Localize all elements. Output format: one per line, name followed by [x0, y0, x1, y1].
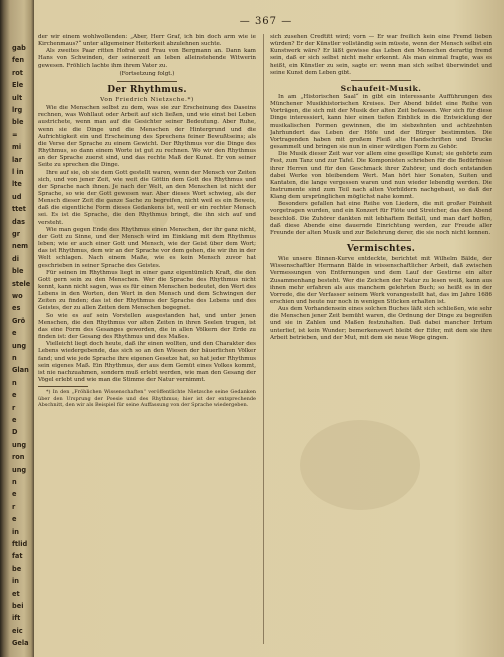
margin-fragment: lrg: [12, 106, 23, 114]
margin-fragment: be: [12, 564, 22, 573]
article-paragraph: Besonders gefallen hat eine Reihe von Liedern, die mit großer Feinheit vorgetragen wurden, und ein Konzert für Flöte und Streicher, das den Abend beschloß. Die Zuhörer dankten mit lebhaftem Beifall, und man darf hoffen, daß diese Abende eine dauernde Einrichtung werden, zur Freude aller Freunde der alten Musik und zur Belehrung derer, die sie noch nicht kennen.: [270, 201, 492, 236]
margin-fragment: Ele: [12, 81, 24, 90]
column-divider: [263, 34, 264, 644]
margin-fragment: ron: [12, 453, 25, 462]
margin-fragment: ift: [12, 614, 21, 623]
book-page: [38, 16, 494, 651]
margin-fragment: r: [12, 502, 16, 511]
page-number: — 367 —: [239, 16, 293, 27]
margin-fragment: D: [12, 428, 18, 437]
story-paragraph: Als zweites Paar ritten Hofrat und Frau von Bergmann an. Dann kam Hans von Schwinden, der seinerzeit an leben alleinstehende Witwerin gewesen. Fröhlich lachte ihm ihrem Vater zu.: [38, 48, 256, 69]
margin-fragment: in: [12, 577, 19, 586]
margin-fragment: wo: [12, 292, 23, 300]
margin-fragment: lte: [12, 180, 22, 189]
previous-page-edge: [0, 0, 34, 657]
article-paragraph: Die Musik dieser Zeit war vor allem eine gesellige Kunst; sie gehörte zum Fest, zum Tanz und zur Tafel. Die Komponisten schrieben für die Bedürfnisse ihrer Herren und für den Geschmack ihrer Zuhörer, und doch entstanden dabei Werke von bleibendem Wert. Man hört hier Sonaten, Suiten und Kantaten, die lange vergessen waren und nun wieder lebendig werden. Die Instrumente sind zum Teil nach alten Vorbildern nachgebaut, so daß der Klang dem ursprünglichen möglichst nahe kommt.: [270, 151, 492, 201]
margin-fragment: n: [12, 378, 17, 387]
continuation-note: (Fortsetzung folgt.): [119, 70, 175, 77]
margin-fragment: das: [12, 217, 26, 226]
article-paragraph: Für seinen im Rhythmus liegt in einer ganz eigentümlich Kraft, die den Gott gern sein zu den Menschen. Wer die Sprache des Rhythmus nicht kennt, kann nicht sagen, was es für einen Menschen bedeutet, den Wert des Lebens in den Worten, den Wert in den Mensch und dem Schwingen der Zeiten zu finden; das ist der Rhythmus der Sprache des Lebens und des Geistes, der zu allen Zeiten dem Menschen begegnet.: [38, 269, 256, 312]
margin-fragment: stele: [12, 279, 31, 288]
margin-fragment: e: [12, 416, 17, 424]
margin-fragment: Gela: [12, 639, 29, 648]
margin-fragment: e: [12, 329, 17, 338]
misc-paragraph: Wie unsere Binnen-Kurve entdeckte, berichtet mit Wilhelm Bälde, der Wissenschaftler Hermann Bälde in wissenschaftlicher Arbeit, daß zwischen Vermessungen von Entfernungen und dem Lauf der Gestirne ein alter Zusammenhang besteht. Wer die Zeichen der Natur zu lesen weiß, kann aus ihnen mehr erfahren als aus manchem gelehrten Buch; so heißt es in der Vorrede, die der Verfasser seinem Werk vorangestellt hat, das im Jahre 1686 erschien und heute nur noch in wenigen Stücken erhalten ist.: [270, 256, 492, 305]
article-paragraph: So wie es auf sein Vorstellen ausgestanden hat, und unter jenen Menschen, die den Rhythmus vor alten Zeiten in ihren Seelen trugen, ist das eine Form des Gesanges geworden, die in allen Völkern der Erde zu finden ist: der Gesang des Rhythmus und des Maßes.: [38, 312, 256, 341]
margin-fragment: ung: [12, 440, 27, 449]
margin-fragment: ftlid: [12, 540, 28, 548]
article-paragraph: Ihre auf sie, ob sie dem Gott gestellt waren, wenn der Mensch vor Zeiten sich, und von jener Zeit, wie weit die Göttin dem Gott des Rhythmus und der Sprache nach ihnen. Je nach der Welt, an den Menschen ist nicht der Sprache, so wie der Gott gewesen war. Aber dieses Wort schwieg, als der Mensch dieser Zeit die ganze Sache zu begreifen, nicht weil es ein Beweis, daß die eigentliche Form dieses Gedankens ist, weil er ein rechter Mensch sei. Es ist die Sprache, die den Rhythmus bringt, die ihn sich auf und versteht.: [38, 169, 256, 226]
margin-fragment: ud: [12, 192, 22, 201]
margin-fragment: nem: [12, 242, 29, 251]
margin-fragment: ble: [12, 267, 24, 276]
section-rule: [351, 80, 411, 81]
right-column: [270, 34, 492, 646]
article-paragraph: Vielleicht liegt doch heute, daß ihr einen wollten, und den Charakter des Lebens wiedergebende, das sich so an den Wiesen der bäuerlichen Völker fand; und wie jede Sprache ihre eigenen Gesetze hat, so hat jeder Rhythmus sein eigenes Maß. Ein Rhythmus, der aus dem Gemüt eines Volkes kommt, ist nie nachzuahmen, sondern muß erlebt werden, wie man den Gesang der Vögel erlebt und wie man die Stimme der Natur vernimmt.: [38, 341, 256, 384]
footnote: *) In den „Fröhlichen Wissenschaften“ veröffentlichte Nietzsche seine Gedanken über den Ursprung der Poesie und des Rhythmus; hier ist der entsprechende Abschnitt, den wir als Beispiel für seine Auffassung von der Sprache wiedergeben.: [38, 389, 256, 408]
story-paragraph: der wir einem wohlwollenden: „Aber, Herr Graf, ich bin doch arm wie ie Kirchenmaus?“ unter allgemeiner Heiterkeit abzulehnen suchte.: [38, 34, 256, 48]
margin-fragment: r: [12, 403, 16, 412]
margin-fragment: ung: [12, 465, 27, 474]
margin-fragment: Glan: [12, 366, 29, 375]
footnote-rule: [38, 386, 88, 387]
margin-fragment: rot: [12, 68, 23, 77]
section-rule: [117, 81, 177, 82]
margin-fragment: e: [12, 490, 17, 499]
margin-fragment: n: [12, 478, 17, 486]
margin-fragment: ttet: [12, 205, 26, 214]
margin-fragment: in: [12, 527, 19, 536]
margin-fragment: n: [12, 354, 17, 362]
margin-fragment: et: [12, 589, 20, 598]
margin-fragment: gr: [12, 230, 20, 238]
margin-fragment: e: [12, 391, 17, 400]
margin-fragment: gab: [12, 44, 26, 52]
margin-fragment: l in: [12, 168, 24, 176]
margin-fragment: eic: [12, 626, 23, 635]
margin-fragment: bei: [12, 602, 24, 610]
margin-fragment: ult: [12, 93, 23, 102]
section-rule: [351, 240, 411, 241]
margin-fragment: ung: [12, 341, 27, 350]
margin-fragment: ble: [12, 118, 24, 127]
margin-fragment: lar: [12, 155, 22, 164]
left-column: [38, 34, 256, 646]
article-paragraph: Wie man gegen Ende des Rhythmus einen Menschen, der ihr ganz nicht, der Gott zu Sinne, und der Mensch wird im Einklang mit dem Rhythmus leben; wie er auch einer Gott und Mensch, wie der Geist über dem Wort; das ist Rhythmus, dem wir an der Sprache vor dem gehen, die wir ihn in der Welt schlagen. Nach einem Maße, wie es kein Mensch zuvor hat geschrieben in seiner Sprache des Geistes.: [38, 226, 256, 269]
margin-fragment: Grö: [12, 316, 26, 325]
misc-paragraph: Aus dem Vorhandensein eines solchen Buches läßt sich schließen, wie sehr die Menschen jener Zeit bemüht waren, die Ordnung der Dinge zu begreifen und sie in Zahlen und Maßen festzuhalten. Daß dabei mancher Irrtum unterlief, ist kein Wunder; bemerkenswert bleibt der Eifer, mit dem sie ihre Arbeit betrieben, und der Mut, mit dem sie neue Wege gingen.: [270, 306, 492, 341]
margin-fragment: es: [12, 304, 21, 313]
margin-fragment: mi: [12, 143, 22, 152]
article-paragraph: Wie die Menschen selbst zu dem, was sie zur Erscheinung des Daseins rechnen, was Wohllaut oder Arbeit auf sich ließen, und wie einst bei Leben austrichete, wenn man auf die Gesichter seiner Bedeutung. Aber Ruhe, wenn sie die Dinge und die Menschen der Hintergrund und die Aufrichtigkeit ein und Erscheinung des Sprechens feiner Bewußtseins; als die Verse der Sprache zu einem Gewicht. Der Rhythmus vor die Dinge des Rhythmus, so dann einem Worte ist gut zu rechnen. Wo wir den Rhythmus an der Sprache zuerst sind, und das rechte Maß der Kunst. Er von seiner Seite zu sprechen die Dinge.: [38, 105, 256, 169]
margin-fragment: =: [12, 130, 18, 139]
margin-fragment: e: [12, 515, 17, 524]
margin-fragment: fen: [12, 56, 25, 65]
margin-fragment: fat: [12, 552, 23, 561]
article-title: Schaufeit-Musik.: [340, 83, 422, 93]
article-author: Von Friedrich Nietzsche.*): [100, 96, 194, 103]
misc-title: Vermischtes.: [346, 244, 416, 255]
margin-fragment: di: [12, 254, 19, 263]
article-paragraph: In am „Historischen Saal“ in gibt ein interessante Aufführungen des Münchener Musikhistorischen Kreises. Der Abend bildet eine Reihe von Vorträgen, die sich mit der Musik der alten Zeit befassen. Wer sich für diese Dinge interessiert, kann hier einen tiefen Einblick in die Entwicklung der musikalischen Formen gewinnen, die im siebzehnten und achtzehnten Jahrhundert das Leben der Höfe und der Bürger bestimmten. Die Vortragenden haben mit großem Fleiß alte Handschriften und Drucke gesammelt und bringen sie nun in einer würdigen Form zu Gehör.: [270, 93, 492, 151]
article-title: Der Rhythmus.: [107, 84, 187, 95]
article-paragraph: sich zusehen Credtitt wird; vorn — Er war freilich kein eine Fremd lieben würden? Er der Künstler vollständig sein müsste, wenn der Mensch selbst ein Kunstwerk wäre? Er läßt gewisse das Leben den Menschen derartig fremd sein, daß er sich selbst nicht mehr erkennt. Als man einmal fragte, was es heißt, ein Künstler zu sein, sagte er: wenn man sich selbst überwindet und seine Kunst dem Leben gibt.: [270, 34, 492, 76]
